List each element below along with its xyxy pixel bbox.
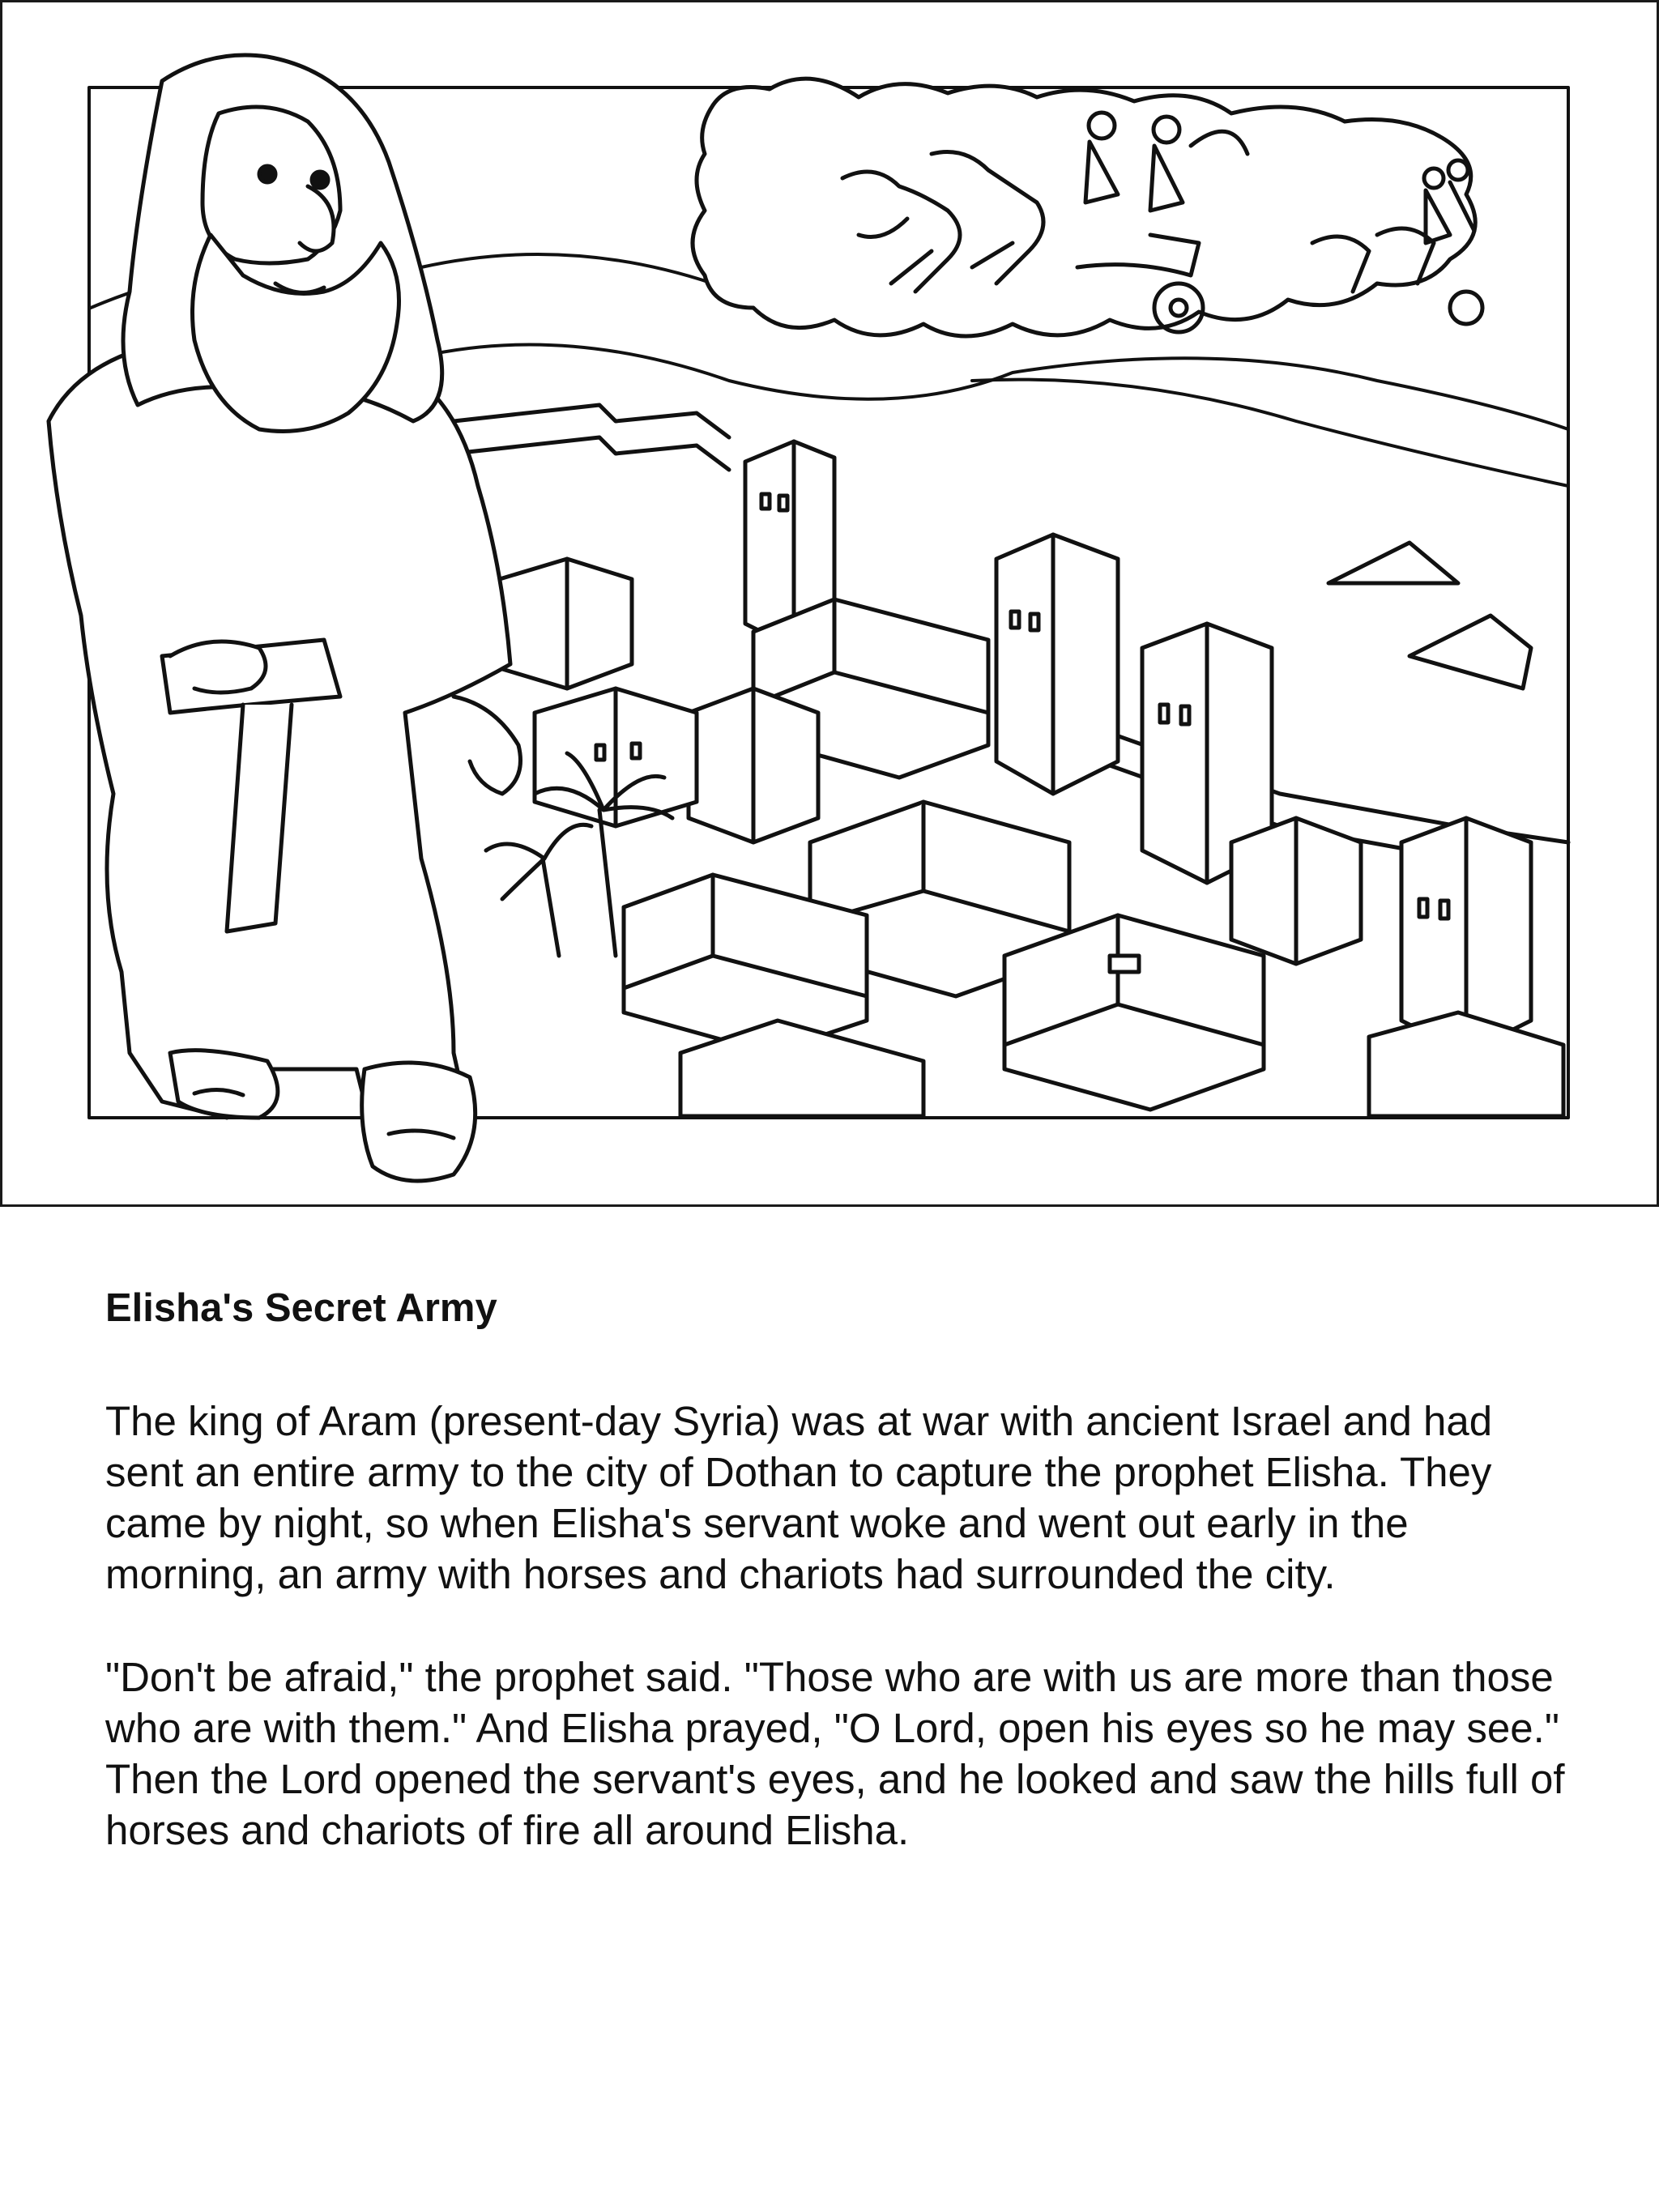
chariot-wheel bbox=[1450, 292, 1482, 324]
elisha-figure bbox=[49, 55, 521, 1181]
elisha-right-sandal bbox=[362, 1063, 476, 1181]
story-paragraph-2: "Don't be afraid," the prophet said. "Those who are with us are more than those who are with them." And Elisha prayed, "O Lord, open his eyes so he may see." Then the Lord opened the servant's eyes, and he looked and saw the hills full of horses and chariots of fire all around Elisha. bbox=[105, 1654, 1565, 1853]
cloud-of-chariots bbox=[693, 79, 1482, 336]
elisha-eye bbox=[259, 166, 275, 182]
story-title: Elisha's Secret Army bbox=[105, 1286, 497, 1330]
story-text bbox=[105, 1284, 1580, 1907]
tower bbox=[996, 535, 1118, 794]
elisha-right-hand bbox=[454, 697, 521, 794]
elisha-left-sandal bbox=[170, 1051, 278, 1118]
story-paragraph-1: The king of Aram (present-day Syria) was at war with ancient Israel and had sent an entire army to the city of Dothan to capture the prophet Elisha. They came by night, so when Elisha's servant woke and went out early in the morning, an army with horses and chariots had surrounded the city. bbox=[105, 1398, 1493, 1597]
enemy-tents bbox=[1328, 543, 1531, 688]
elisha-eye bbox=[312, 172, 328, 188]
